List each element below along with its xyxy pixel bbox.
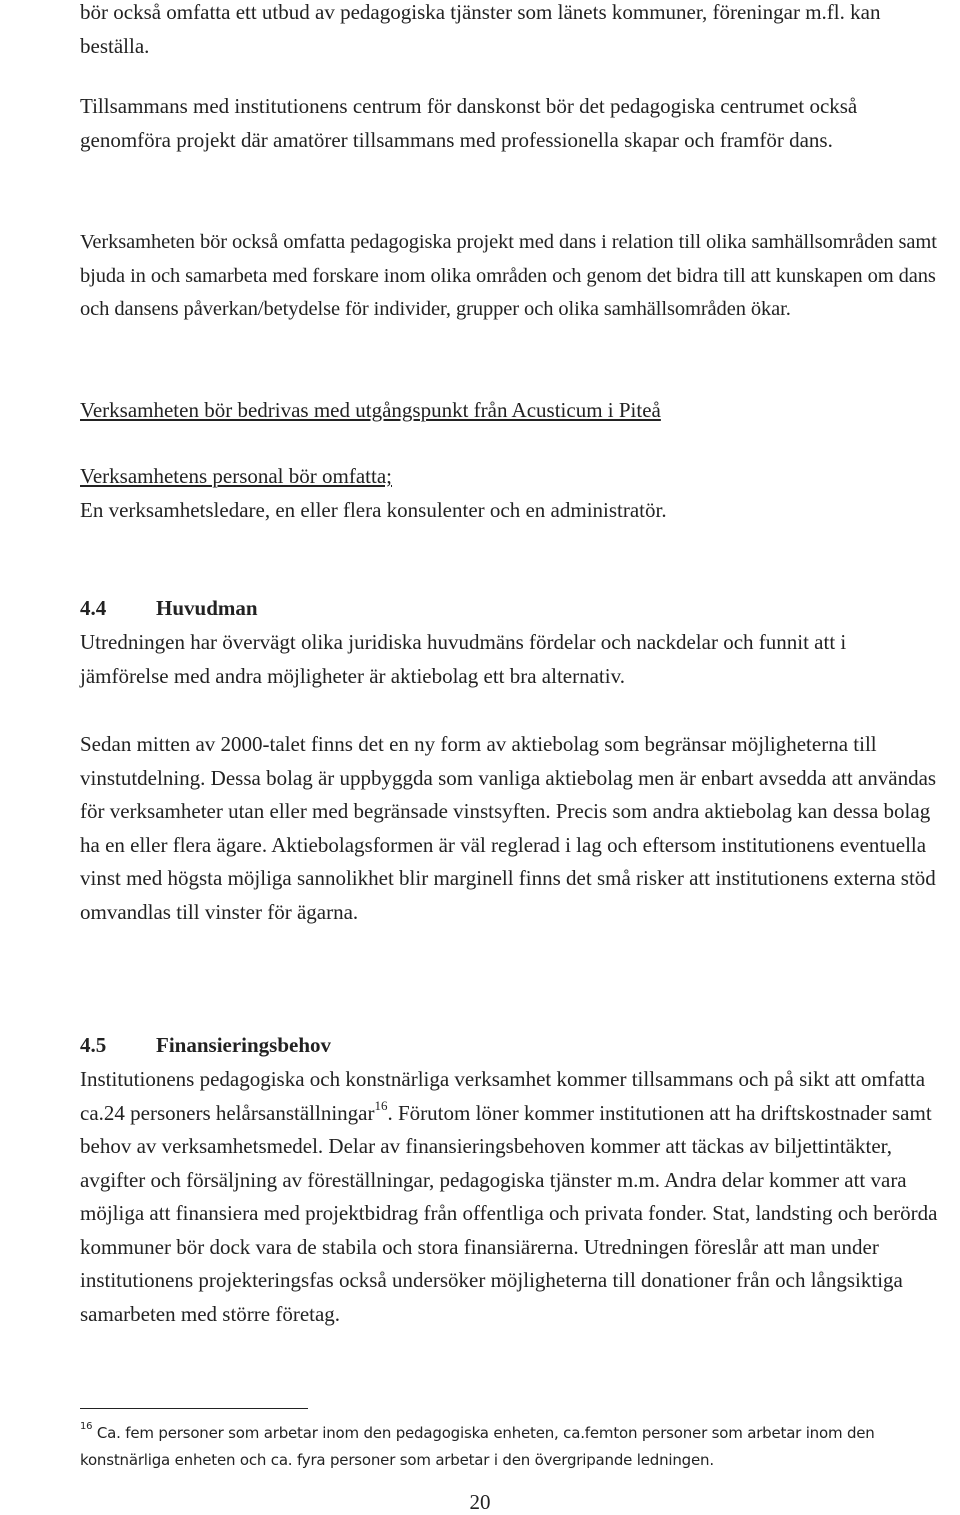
- text-run: Institutionens pedagogiska och konstnärliga verksamhet kommer tillsammans och på sikt att omfatta ca.24 personers helårsanställningar: [80, 1067, 926, 1125]
- page-number: 20: [469, 1490, 491, 1514]
- paragraph-location: Verksamheten bör bedrivas med utgångspunkt från Acusticum i Piteå: [80, 398, 661, 422]
- footnote: [80, 1420, 940, 1474]
- footnote-number: 16: [80, 1421, 93, 1432]
- staff-list: En verksamhetsledare, en eller flera konsulenter och en administratör.: [80, 498, 667, 522]
- paragraph-dance-center-projects: Tillsammans med institutionens centrum för danskonst bör det pedagogiska centrumet också genomföra projekt där amatörer tillsammans med professionella skapar och framför dans.: [80, 94, 858, 152]
- footnote-text: Ca. fem personer som arbetar inom den pedagogiska enheten, ca.femton personer som arbetar inom den konstnärliga enheten och ca. fyra personer som arbetar i den övergripande ledningen.: [80, 1424, 875, 1469]
- footnote-separator: [80, 1408, 308, 1409]
- paragraph-continuation: bör också omfatta ett utbud av pedagogiska tjänster som länets kommuner, föreningar m.fl. kan beställa.: [80, 0, 881, 58]
- text-run: . Förutom löner kommer institutionen att ha driftskostnader samt behov av verksamhetsmedel. Delar av finansieringsbehoven kommer att täckas av biljettintäkter, avgifter och försäljning av föreställningar, pedagogiska tjänster m.m. Andra delar kommer att vara möjliga att finansiera med projektbidrag från offentliga och privata fonder. Stat, landsting och berörda kommuner bör dock vara de stabila och stora finansiärerna. Utredningen föreslår att man under institutionens projekteringsfas också undersöker möjligheterna till donationer från och långsiktiga samarbeten med större företag.: [80, 1100, 938, 1326]
- section-title: Huvudman: [156, 596, 258, 620]
- section-heading-4-4: [80, 592, 258, 626]
- footnote-reference[interactable]: 16: [374, 1097, 388, 1113]
- section-heading-4-5: [80, 1029, 331, 1063]
- staff-heading: Verksamhetens personal bör omfatta;: [80, 464, 392, 488]
- paragraph-huvudman-intro: Utredningen har övervägt olika juridiska huvudmäns fördelar och nackdelar och funnit att i jämförelse med andra möjligheter är aktiebolag ett bra alternativ.: [80, 630, 847, 688]
- section-number: 4.4: [80, 596, 107, 620]
- paragraph-financing: [80, 1063, 940, 1331]
- paragraph-research-projects: Verksamheten bör också omfatta pedagogiska projekt med dans i relation till olika samhällsområden samt bjuda in och samarbeta med forskare inom olika områden och genom det bidra till att kunskapen om dans och dansens påverkan/betydelse för individer, grupper och olika samhällsområden ökar.: [80, 231, 937, 320]
- paragraph-aktiebolag: Sedan mitten av 2000-talet finns det en ny form av aktiebolag som begränsar möjligheterna till vinstutdelning. Dessa bolag är uppbyggda som vanliga aktiebolag men är enbart avsedda att användas för verksamheter utan eller med begränsade vinstsyften. Precis som andra aktiebolag kan dessa bolag ha en eller flera ägare. Aktiebolagsformen är väl reglerad i lag och eftersom institutionens eventuella vinst med högsta möjliga sannolikhet blir marginell finns det små risker att institutionens externa stöd omvandlas till vinster för ägarna.: [80, 732, 937, 924]
- section-title: Finansieringsbehov: [156, 1033, 332, 1057]
- section-number: 4.5: [80, 1033, 107, 1057]
